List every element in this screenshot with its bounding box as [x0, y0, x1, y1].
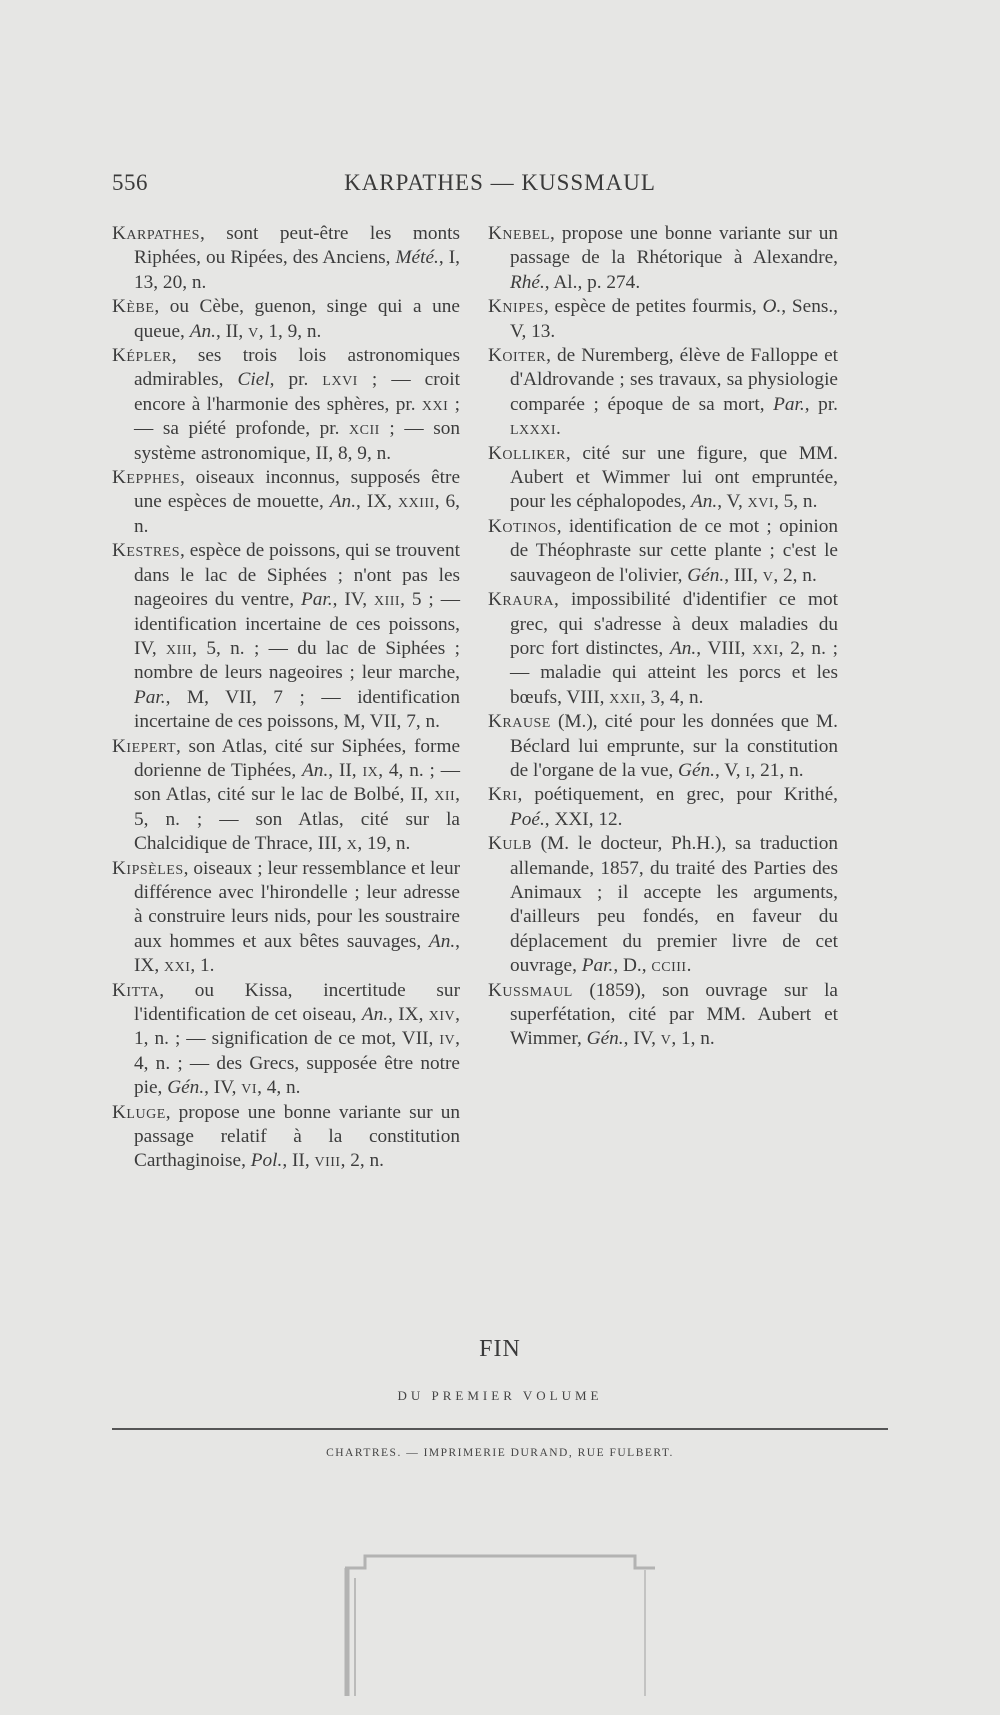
fin-heading: FIN — [479, 1336, 521, 1362]
index-entry: Kussmaul (1859), son ouvrage sur la superfétation, cité par MM. Aubert et Wimmer, Gén., IV, v, 1, n. — [488, 979, 838, 1050]
index-entry: Kolliker, cité sur une figure, que MM. Aubert et Wimmer lui ont empruntée, pour les céphalopodes, An., V, xvi, 5, n. — [488, 442, 838, 513]
printer-imprint: CHARTRES. — IMPRIMERIE DURAND, RUE FULBERT. — [326, 1447, 674, 1459]
index-entry: Kulb (M. le docteur, Ph.H.), sa traduction allemande, 1857, du traité des Parties des Animaux ; il accepte les arguments, d'ailleurs peu fondés, en faveur du déplacement du premier livre de cet ouvrage, Par., D., cciii. — [488, 833, 838, 977]
footer-rule — [112, 1428, 888, 1430]
index-entry: Kepphes, oiseaux inconnus, supposés être une espèces de mouette, An., IX, xxiii, 6, n. — [112, 467, 460, 537]
index-entry: Kipsèles, oiseaux ; leur ressemblance et leur différence avec l'hirondelle ; leur adresse à construire leurs nids, pour les soustraire aux hommes et aux bêtes sauvages, An., IX, xxi, 1. — [112, 857, 460, 977]
index-entry: Kraura, impossibilité d'identifier ce mot grec, qui s'adresse à deux maladies du porc fort distinctes, An., VIII, xxi, 2, n. ; — maladie qui atteint les porcs et les bœufs, VIII, xxii, 3, 4, n. — [488, 589, 838, 708]
index-entry: Koiter, de Nuremberg, élève de Falloppe et d'Aldrovande ; ses travaux, sa physiologie comparée ; époque de sa mort, Par., pr. lxxxi. — [488, 345, 838, 440]
index-entry: Kri, poétiquement, en grec, pour Krithé, Poé., XXI, 12. — [488, 784, 838, 830]
page-number: 556 — [112, 170, 148, 195]
index-entry: Knipes, espèce de petites fourmis, O., Sens., V, 13. — [488, 296, 838, 342]
index-entry: Kluge, propose une bonne variante sur un passage relatif à la constitution Carthaginoise, Pol., II, viii, 2, n. — [112, 1101, 460, 1172]
index-entry: Képler, ses trois lois astronomiques admirables, Ciel, pr. lxvi ; — croit encore à l'harmonie des sphères, pr. xxi ; — sa piété profonde, pr. xcii ; — son système astronomique, II, 8, 9, n. — [112, 345, 461, 464]
volume-end-note: DU PREMIER VOLUME — [397, 1388, 603, 1403]
library-stamp-icon — [335, 1548, 665, 1698]
left-column — [112, 222, 460, 1174]
right-column — [488, 222, 838, 1052]
index-entry: Kiepert, son Atlas, cité sur Siphées, forme dorienne de Tiphées, An., II, ix, 4, n. ; — son Atlas, cité sur le lac de Bolbé, II, xii, 5, n. ; — son Atlas, cité sur la Chalcidique de Thrace, III, x, 19, n. — [112, 735, 460, 855]
index-entry: Karpathes, sont peut-être les monts Riphées, ou Ripées, des Anciens, Mété., I, 13, 20, n. — [112, 223, 460, 293]
index-entry: Knebel, propose une bonne variante sur un passage de la Rhétorique à Alexandre, Rhé., Al., p. 274. — [488, 223, 838, 293]
index-entry: Kestres, espèce de poissons, qui se trouvent dans le lac de Siphées ; n'ont pas les nageoires du ventre, Par., IV, xiii, 5 ; — identification incertaine de ces poissons, IV, xiii, 5, n. ; — du lac de Siphées ; nombre de leurs nageoires ; leur marche, Par., M, VII, 7 ; — identification incertaine de ces poissons, M, VII, 7, n. — [112, 540, 461, 733]
page-title: KARPATHES — KUSSMAUL — [344, 170, 656, 195]
index-entry: Kèbe, ou Cèbe, guenon, singe qui a une queue, An., II, v, 1, 9, n. — [112, 296, 460, 342]
index-entry: Kitta, ou Kissa, incertitude sur l'identification de cet oiseau, An., IX, xiv, 1, n. ; — signification de ce mot, VII, iv, 4, n. ; — des Grecs, supposée être notre pie, Gén., IV, vi, 4, n. — [112, 979, 460, 1099]
index-entry: Kotinos, identification de ce mot ; opinion de Théophraste sur cette plante ; c'est le sauvageon de l'olivier, Gén., III, v, 2, n. — [488, 515, 838, 586]
index-entry: Krause (M.), cité pour les données que M. Béclard lui emprunte, sur la constitution de l'organe de la vue, Gén., V, i, 21, n. — [488, 711, 838, 781]
